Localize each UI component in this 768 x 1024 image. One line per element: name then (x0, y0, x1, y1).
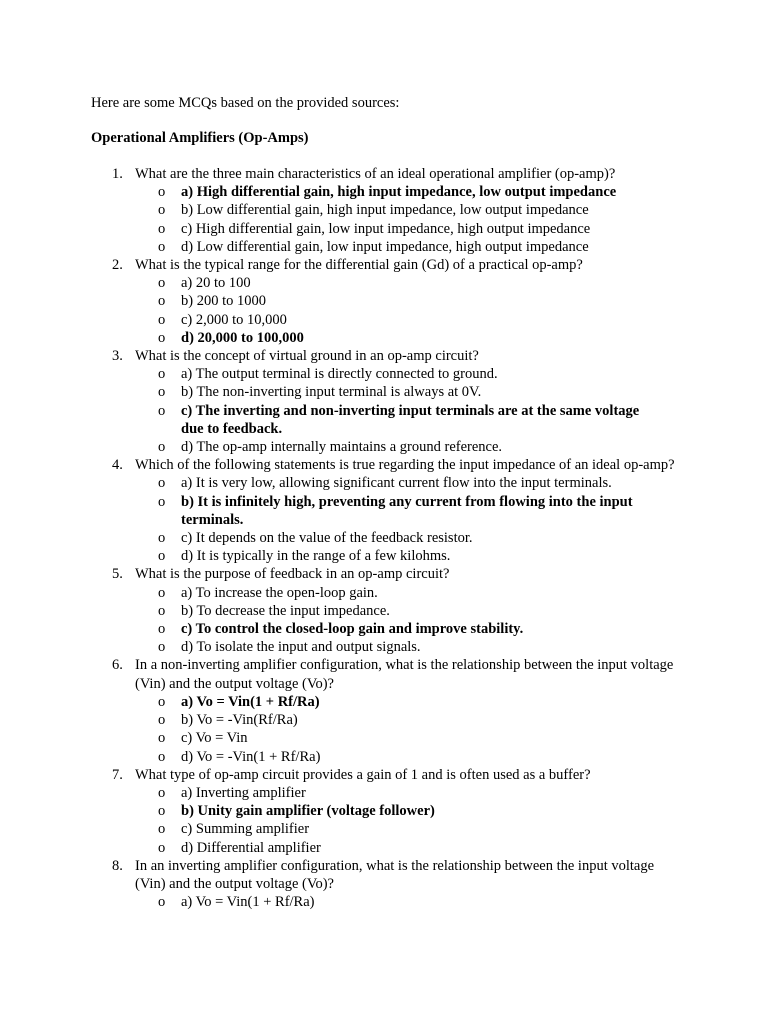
bullet-icon: o (158, 402, 166, 419)
bullet-icon: o (158, 384, 166, 401)
answer-option-correct (0, 693, 768, 711)
answer-option (0, 893, 768, 911)
answer-option (0, 820, 768, 838)
option-text: b) 200 to 1000 (181, 293, 266, 310)
answer-option (0, 438, 768, 456)
option-text: c) To control the closed-loop gain and improve stability. (181, 621, 524, 638)
answer-option-correct (0, 183, 768, 201)
answer-option (0, 839, 768, 857)
option-text: c) 2,000 to 10,000 (181, 311, 287, 328)
answer-option (0, 383, 768, 401)
bullet-icon: o (158, 748, 166, 765)
option-text: d) To isolate the input and output signals. (181, 639, 421, 656)
question-text: What are the three main characteristics of an ideal operational amplifier (op-amp)? (135, 166, 616, 182)
answer-option (0, 311, 768, 329)
bullet-icon: o (158, 803, 166, 820)
bullet-icon: o (158, 530, 166, 547)
question-number: 4. (112, 457, 123, 474)
question-item (0, 456, 768, 565)
bullet-icon: o (158, 894, 166, 911)
answer-option (0, 547, 768, 565)
answer-option (0, 784, 768, 802)
answer-option (0, 729, 768, 747)
question-number: 2. (112, 257, 123, 274)
question-number: 3. (112, 348, 123, 365)
bullet-icon: o (158, 493, 166, 510)
option-text: d) Differential amplifier (181, 839, 321, 856)
question-number: 1. (112, 166, 123, 182)
question-item (0, 565, 768, 656)
option-text: a) 20 to 100 (181, 275, 251, 292)
bullet-icon: o (158, 439, 166, 456)
bullet-icon: o (158, 548, 166, 565)
bullet-icon: o (158, 693, 166, 710)
answer-option-correct (0, 802, 768, 820)
section-heading: Operational Amplifiers (Op-Amps) (91, 130, 309, 146)
bullet-icon: o (158, 275, 166, 292)
option-text: d) Low differential gain, low input impedance, high output impedance (181, 238, 589, 255)
answer-option (0, 365, 768, 383)
question-text: What is the concept of virtual ground in an op-amp circuit? (135, 348, 479, 365)
bullet-icon: o (158, 366, 166, 383)
option-text: b) It is infinitely high, preventing any current from flowing into the input terminals. (181, 493, 633, 528)
question-text: In an inverting amplifier configuration, what is the relationship between the input voltage (Vin) and the output voltage (Vo)? (135, 857, 655, 892)
answer-option-correct (0, 329, 768, 347)
question-item (0, 347, 768, 456)
option-text: b) Unity gain amplifier (voltage follower) (181, 803, 435, 820)
answer-option-correct (0, 402, 768, 438)
question-text: What is the purpose of feedback in an op-amp circuit? (135, 566, 450, 583)
bullet-icon: o (158, 311, 166, 328)
answer-option (0, 238, 768, 256)
bullet-icon: o (158, 712, 166, 729)
question-number: 7. (112, 766, 123, 783)
bullet-icon: o (158, 639, 166, 656)
option-text: a) The output terminal is directly connected to ground. (181, 366, 498, 383)
bullet-icon: o (158, 839, 166, 856)
option-text: c) It depends on the value of the feedback resistor. (181, 530, 473, 547)
option-text: d) It is typically in the range of a few kilohms. (181, 548, 451, 565)
question-text: In a non-inverting amplifier configuration, what is the relationship between the input voltage (Vin) and the output voltage (Vo)? (135, 657, 674, 692)
answer-option (0, 529, 768, 547)
bullet-icon: o (158, 784, 166, 801)
question-text: What is the typical range for the differential gain (Gd) of a practical op-amp? (135, 257, 583, 274)
bullet-icon: o (158, 475, 166, 492)
question-item (0, 256, 768, 347)
option-text: c) Vo = Vin (181, 730, 248, 747)
answer-option-correct (0, 620, 768, 638)
bullet-icon: o (158, 730, 166, 747)
bullet-icon: o (158, 184, 166, 201)
answer-option (0, 602, 768, 620)
option-text: c) Summing amplifier (181, 821, 310, 838)
answer-option (0, 638, 768, 656)
bullet-icon: o (158, 821, 166, 838)
intro-text: Here are some MCQs based on the provided sources: (91, 95, 400, 111)
question-number: 6. (112, 657, 123, 674)
bullet-icon: o (158, 202, 166, 219)
question-item (0, 857, 768, 912)
option-text: b) To decrease the input impedance. (181, 602, 390, 619)
option-text: a) To increase the open-loop gain. (181, 584, 378, 601)
question-item (0, 165, 768, 256)
question-number: 5. (112, 566, 123, 583)
option-text: a) It is very low, allowing significant current flow into the input terminals. (181, 475, 612, 492)
question-list (0, 165, 768, 911)
bullet-icon: o (158, 329, 166, 346)
answer-option (0, 201, 768, 219)
option-text: a) Vo = Vin(1 + Rf/Ra) (181, 894, 315, 911)
question-text: Which of the following statements is true regarding the input impedance of an ideal op-amp? (135, 457, 675, 474)
answer-option-correct (0, 493, 768, 529)
bullet-icon: o (158, 238, 166, 255)
option-text: d) The op-amp internally maintains a ground reference. (181, 439, 503, 456)
answer-option (0, 292, 768, 310)
question-item (0, 656, 768, 765)
option-text: b) The non-inverting input terminal is always at 0V. (181, 384, 482, 401)
option-text: a) High differential gain, high input impedance, low output impedance (181, 184, 617, 201)
bullet-icon: o (158, 602, 166, 619)
question-item (0, 766, 768, 857)
answer-option (0, 474, 768, 492)
option-text: c) The inverting and non-inverting input terminals are at the same voltage due to feedback. (181, 402, 640, 437)
option-text: c) High differential gain, low input impedance, high output impedance (181, 220, 591, 237)
answer-option (0, 711, 768, 729)
option-text: b) Low differential gain, high input impedance, low output impedance (181, 202, 589, 219)
option-text: a) Vo = Vin(1 + Rf/Ra) (181, 693, 320, 710)
bullet-icon: o (158, 293, 166, 310)
answer-option (0, 220, 768, 238)
option-text: a) Inverting amplifier (181, 784, 306, 801)
answer-option (0, 274, 768, 292)
answer-option (0, 748, 768, 766)
question-number: 8. (112, 857, 123, 874)
bullet-icon: o (158, 621, 166, 638)
answer-option (0, 584, 768, 602)
question-text: What type of op-amp circuit provides a gain of 1 and is often used as a buffer? (135, 766, 591, 783)
option-text: d) Vo = -Vin(1 + Rf/Ra) (181, 748, 321, 765)
option-text: b) Vo = -Vin(Rf/Ra) (181, 712, 298, 729)
bullet-icon: o (158, 220, 166, 237)
option-text: d) 20,000 to 100,000 (181, 329, 304, 346)
bullet-icon: o (158, 584, 166, 601)
